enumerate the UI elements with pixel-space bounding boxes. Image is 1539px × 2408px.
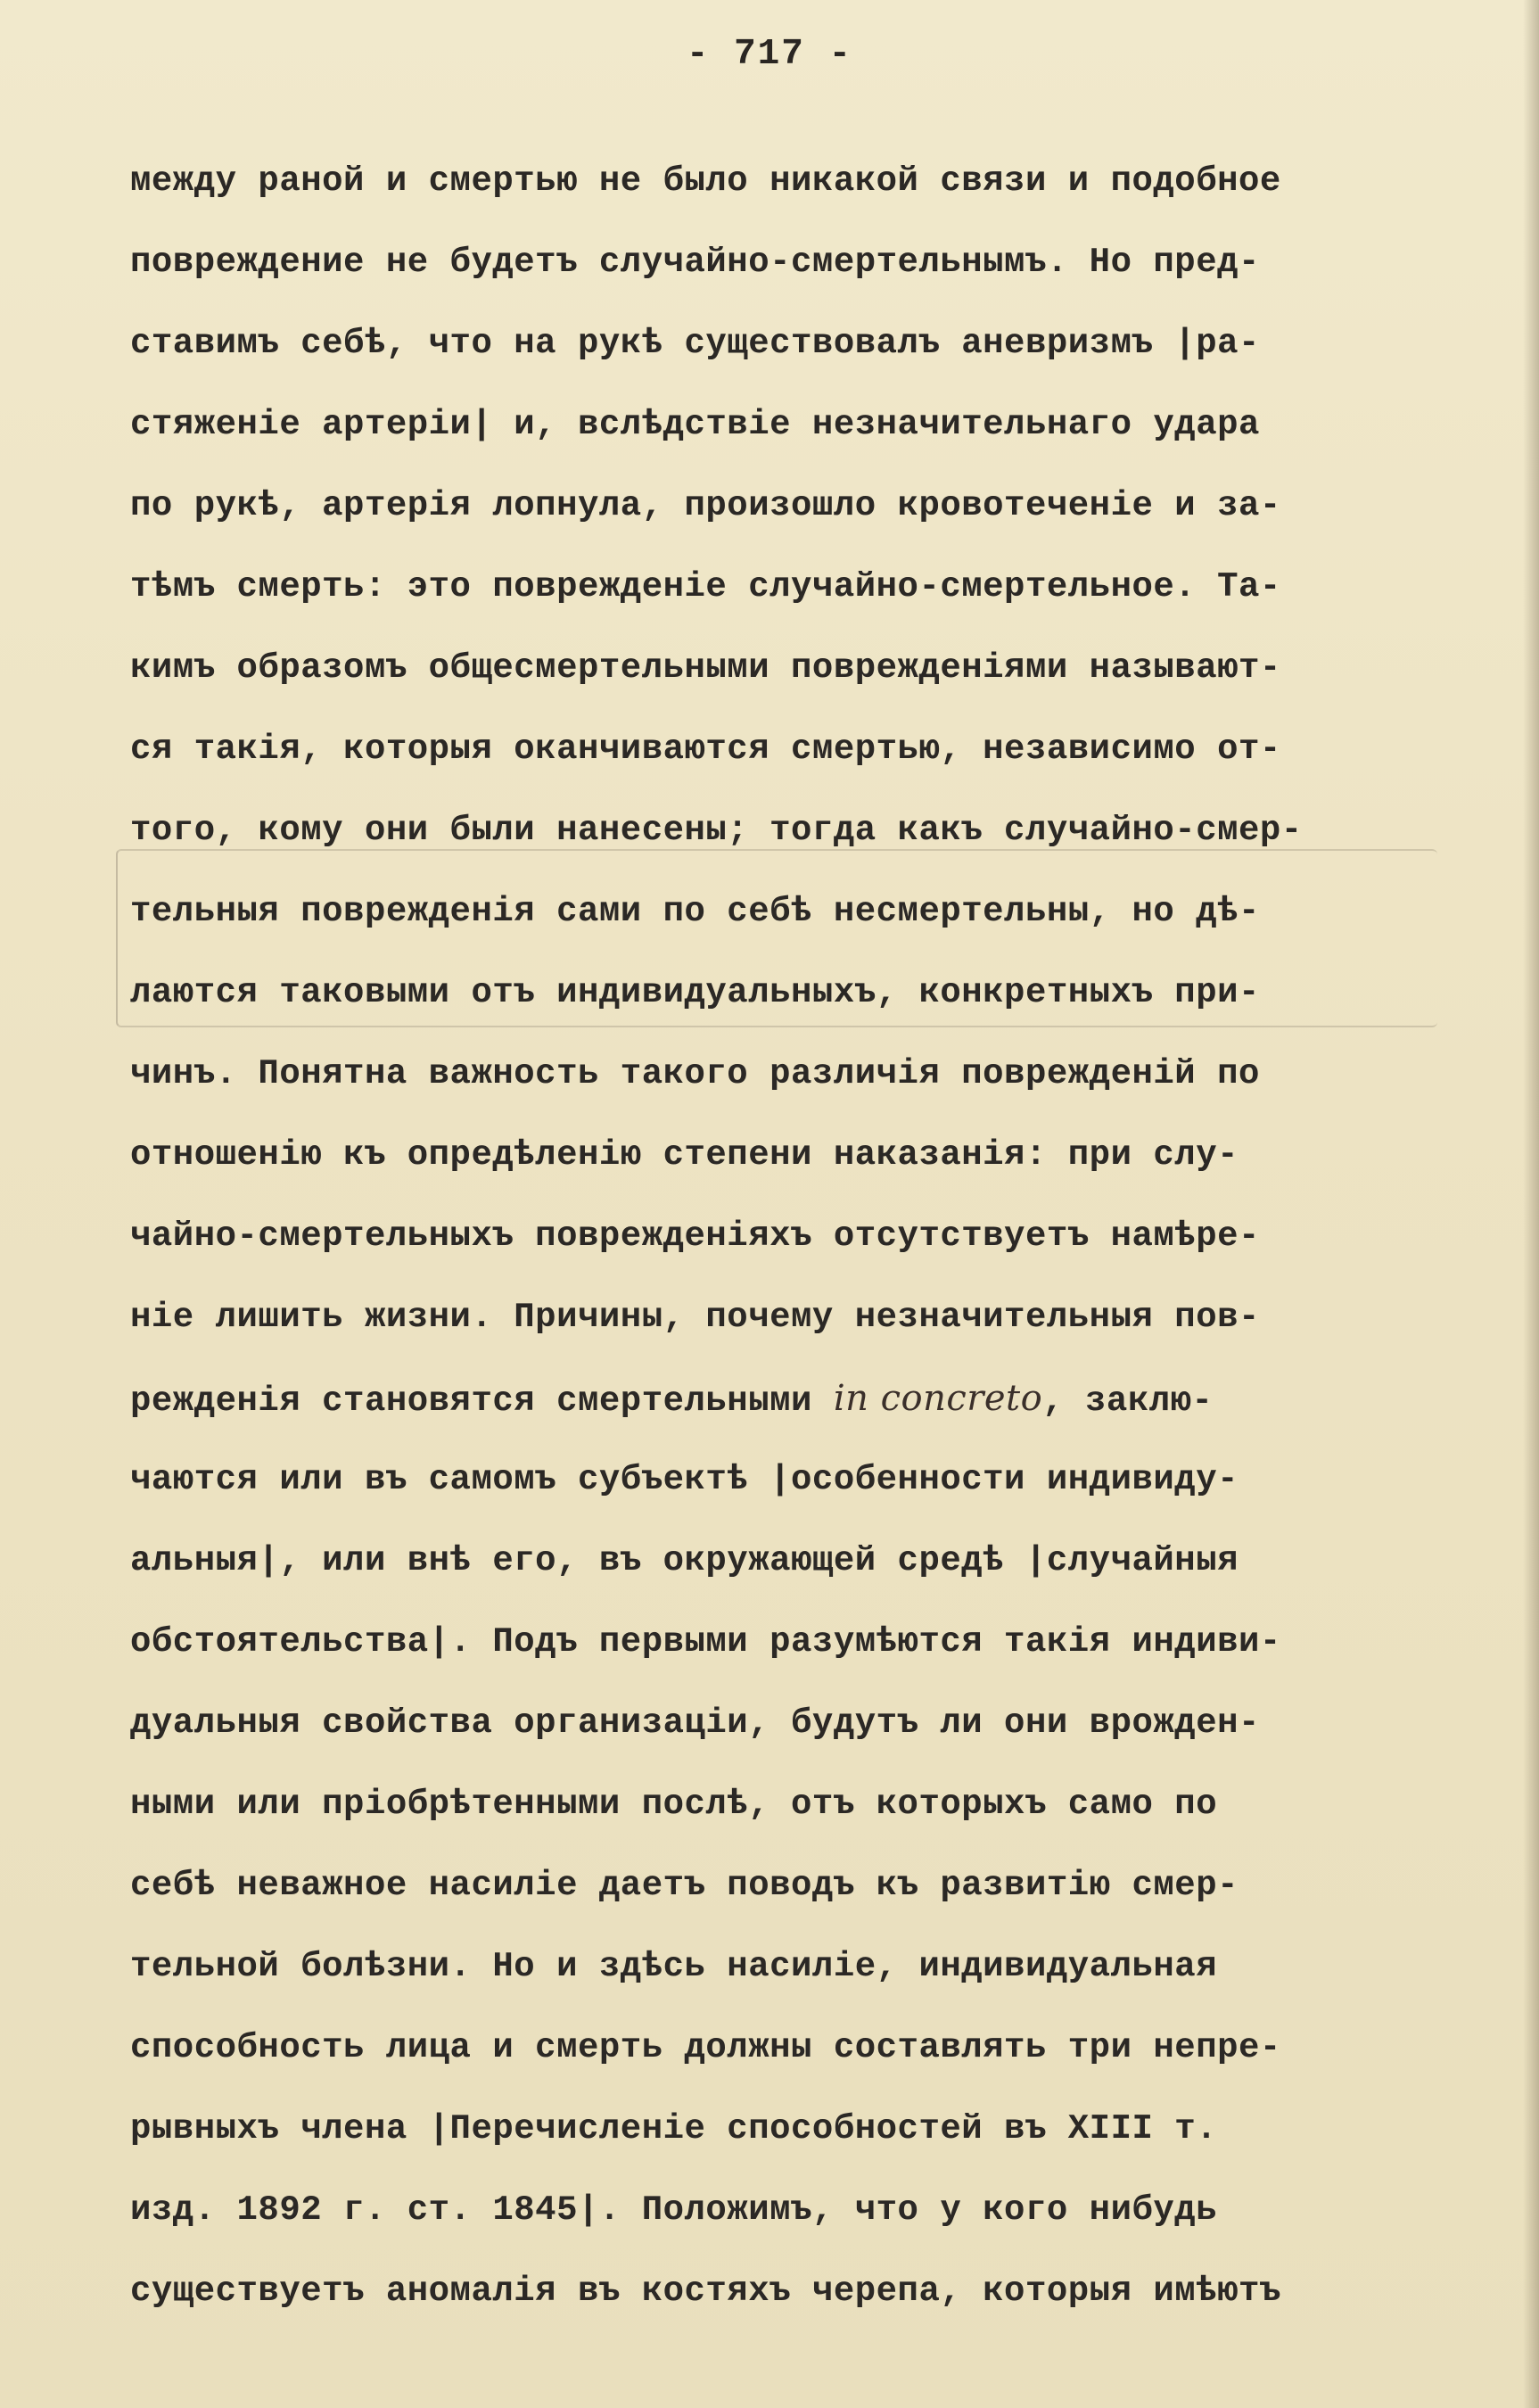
text-line: чайно-смертельныхъ поврежденіяхъ отсутствуетъ намѣре-: [130, 1216, 1260, 1256]
text-line: тельной болѣзни. Но и здѣсь насиліе, индивидуальная: [130, 1947, 1218, 1986]
text-line: ставимъ себѣ, что на рукѣ существовалъ аневризмъ |ра-: [130, 324, 1260, 363]
text-line: ными или пріобрѣтенными послѣ, отъ которыхъ само по: [130, 1785, 1218, 1824]
text-line: альныя|, или внѣ его, въ окружающей средѣ |случайныя: [130, 1541, 1239, 1580]
text-line: существуетъ аномалія въ костяхъ черепа, которыя имѣютъ: [130, 2272, 1281, 2311]
text-line: тѣмъ смерть: это поврежденіе случайно-смертельное. Та-: [130, 567, 1281, 606]
text-line: лаются таковыми отъ индивидуальныхъ, конкретныхъ при-: [130, 973, 1260, 1012]
text-line: чинъ. Понятна важность такого различія поврежденій по: [130, 1054, 1260, 1093]
text-line: дуальныя свойства организаціи, будутъ ли они врожден-: [130, 1703, 1260, 1743]
text-line: тельныя поврежденія сами по себѣ несмертельны, но дѣ-: [130, 892, 1260, 931]
text-line-concreto: [130, 1371, 1468, 1452]
text-line: изд. 1892 г. ст. 1845|. Положимъ, что у кого нибудь: [130, 2190, 1218, 2230]
text-line: того, кому они были нанесены; тогда какъ случайно-смер-: [130, 811, 1303, 850]
text-line: между раной и смертью не было никакой связи и подобное: [130, 161, 1281, 201]
text-line: отношенію къ опредѣленію степени наказанія: при слу-: [130, 1135, 1239, 1175]
text-line: повреждение не будетъ случайно-смертельнымъ. Но пред-: [130, 243, 1260, 282]
handwritten-insertion: in concreto: [833, 1378, 1043, 1419]
concreto-line-before: режденія становятся смертельными: [130, 1381, 834, 1421]
text-line: кимъ образомъ общесмертельными поврежденіями называют-: [130, 648, 1281, 688]
text-line: рывныхъ члена |Перечисленіе способностей въ XIII т.: [130, 2109, 1218, 2148]
page-edge-shadow: [1523, 0, 1539, 2408]
text-line: стяженіе артеріи| и, вслѣдствіе незначительнаго удара: [130, 405, 1260, 444]
concreto-line-after: , заклю-: [1042, 1381, 1214, 1421]
text-line: обстоятельства|. Подъ первыми разумѣются такія индиви-: [130, 1622, 1281, 1662]
text-line: себѣ неважное насиліе даетъ поводъ къ развитію смер-: [130, 1866, 1239, 1905]
page-number: - 717 -: [686, 34, 853, 75]
text-line: по рукѣ, артерія лопнула, произошло кровотеченіе и за-: [130, 486, 1281, 525]
text-line: способность лица и смерть должны составлять три непре-: [130, 2028, 1281, 2067]
text-line: чаются или въ самомъ субъектѣ |особенности индивиду-: [130, 1460, 1239, 1499]
text-line: ся такія, которыя оканчиваются смертью, независимо от-: [130, 730, 1281, 769]
body-text: [130, 153, 1468, 2345]
text-line: ніе лишить жизни. Причины, почему незначительныя пов-: [130, 1298, 1260, 1337]
